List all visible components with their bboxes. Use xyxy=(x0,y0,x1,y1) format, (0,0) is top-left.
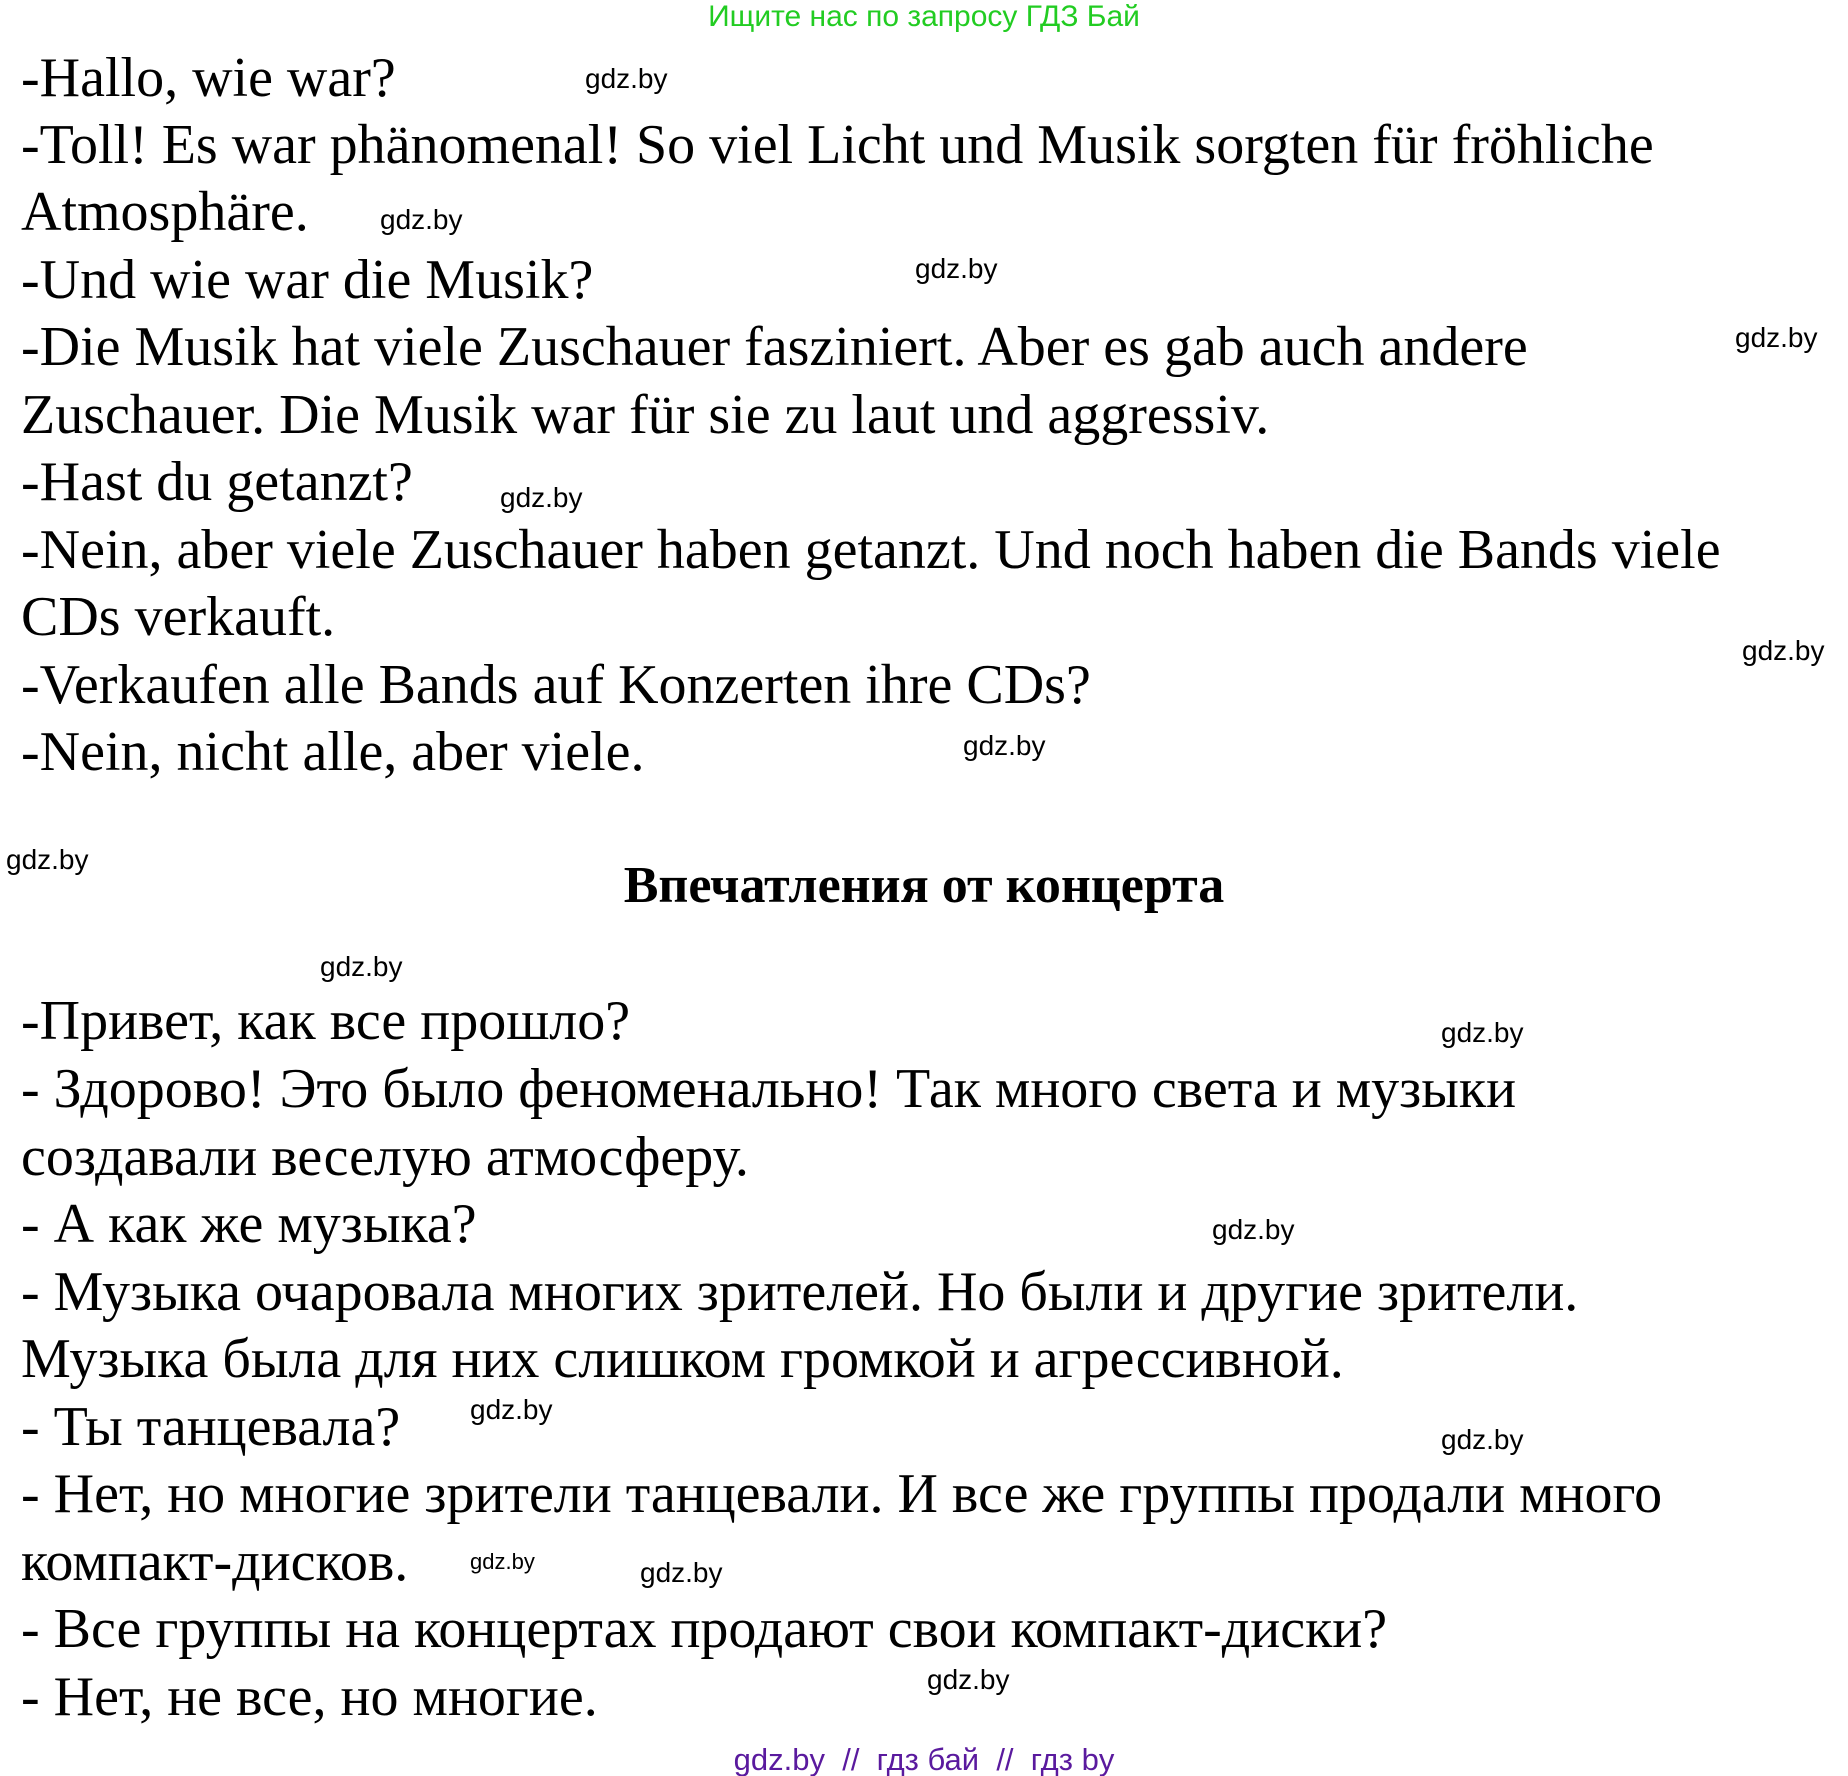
german-line: -Nein, nicht alle, aber viele. xyxy=(21,721,645,783)
russian-line: - Музыка очаровала многих зрителей. Но были и другие зрители. xyxy=(21,1261,1579,1323)
german-line: -Und wie war die Musik? xyxy=(21,249,594,311)
german-line: -Hast du getanzt? xyxy=(21,451,413,513)
german-line: Atmosphäre. xyxy=(21,181,309,243)
watermark: gdz.by xyxy=(963,730,1046,761)
german-line: Zuschauer. Die Musik war für sie zu laut und aggressiv. xyxy=(21,384,1270,446)
watermark: gdz.by xyxy=(1212,1214,1295,1245)
watermark: gdz.by xyxy=(915,253,998,284)
russian-line: компакт-дисков. xyxy=(21,1531,409,1593)
header-banner: Ищите нас по запросу ГДЗ Бай xyxy=(708,0,1140,33)
watermark: gdz.by xyxy=(320,951,403,982)
russian-line: - Здорово! Это было феноменально! Так много света и музыки xyxy=(21,1058,1517,1120)
russian-line: - Ты танцевала? xyxy=(21,1396,401,1458)
russian-line: создавали веселую атмосферу. xyxy=(21,1126,749,1188)
russian-line: - А как же музыка? xyxy=(21,1193,477,1255)
watermark: gdz.by xyxy=(585,63,668,94)
watermark: gdz.by xyxy=(927,1664,1010,1695)
watermark: gdz.by xyxy=(1735,322,1818,353)
russian-line: - Нет, но многие зрители танцевали. И все же группы продали много xyxy=(21,1463,1663,1525)
watermark: gdz.by xyxy=(6,844,89,875)
watermark: gdz.by xyxy=(640,1557,723,1588)
watermark: gdz.by xyxy=(380,204,463,235)
german-line: CDs verkauft. xyxy=(21,586,336,648)
watermark: gdz.by xyxy=(470,1394,553,1425)
footer-links: gdz.by // гдз бай // гдз by xyxy=(733,1742,1115,1776)
russian-line: -Привет, как все прошло? xyxy=(21,990,631,1052)
translation-title: Впечатления от концерта xyxy=(623,857,1225,914)
russian-line: - Нет, не все, но многие. xyxy=(21,1666,598,1728)
russian-line: Музыка была для них слишком громкой и агрессивной. xyxy=(21,1328,1344,1390)
watermark: gdz.by xyxy=(1742,635,1825,666)
german-line: -Die Musik hat viele Zuschauer fasziniert. Aber es gab auch andere xyxy=(21,316,1528,378)
watermark: gdz.by xyxy=(470,1549,535,1574)
german-line: -Verkaufen alle Bands auf Konzerten ihre CDs? xyxy=(21,654,1091,716)
watermark: gdz.by xyxy=(500,482,583,513)
german-line: -Hallo, wie war? xyxy=(21,47,396,109)
watermark: gdz.by xyxy=(1441,1424,1524,1455)
russian-line: - Все группы на концертах продают свои компакт-диски? xyxy=(21,1598,1388,1660)
watermark: gdz.by xyxy=(1441,1017,1524,1048)
german-line: -Toll! Es war phänomenal! So viel Licht und Musik sorgten für fröhliche xyxy=(21,114,1654,176)
german-line: -Nein, aber viele Zuschauer haben getanzt. Und noch haben die Bands viele xyxy=(21,519,1721,581)
